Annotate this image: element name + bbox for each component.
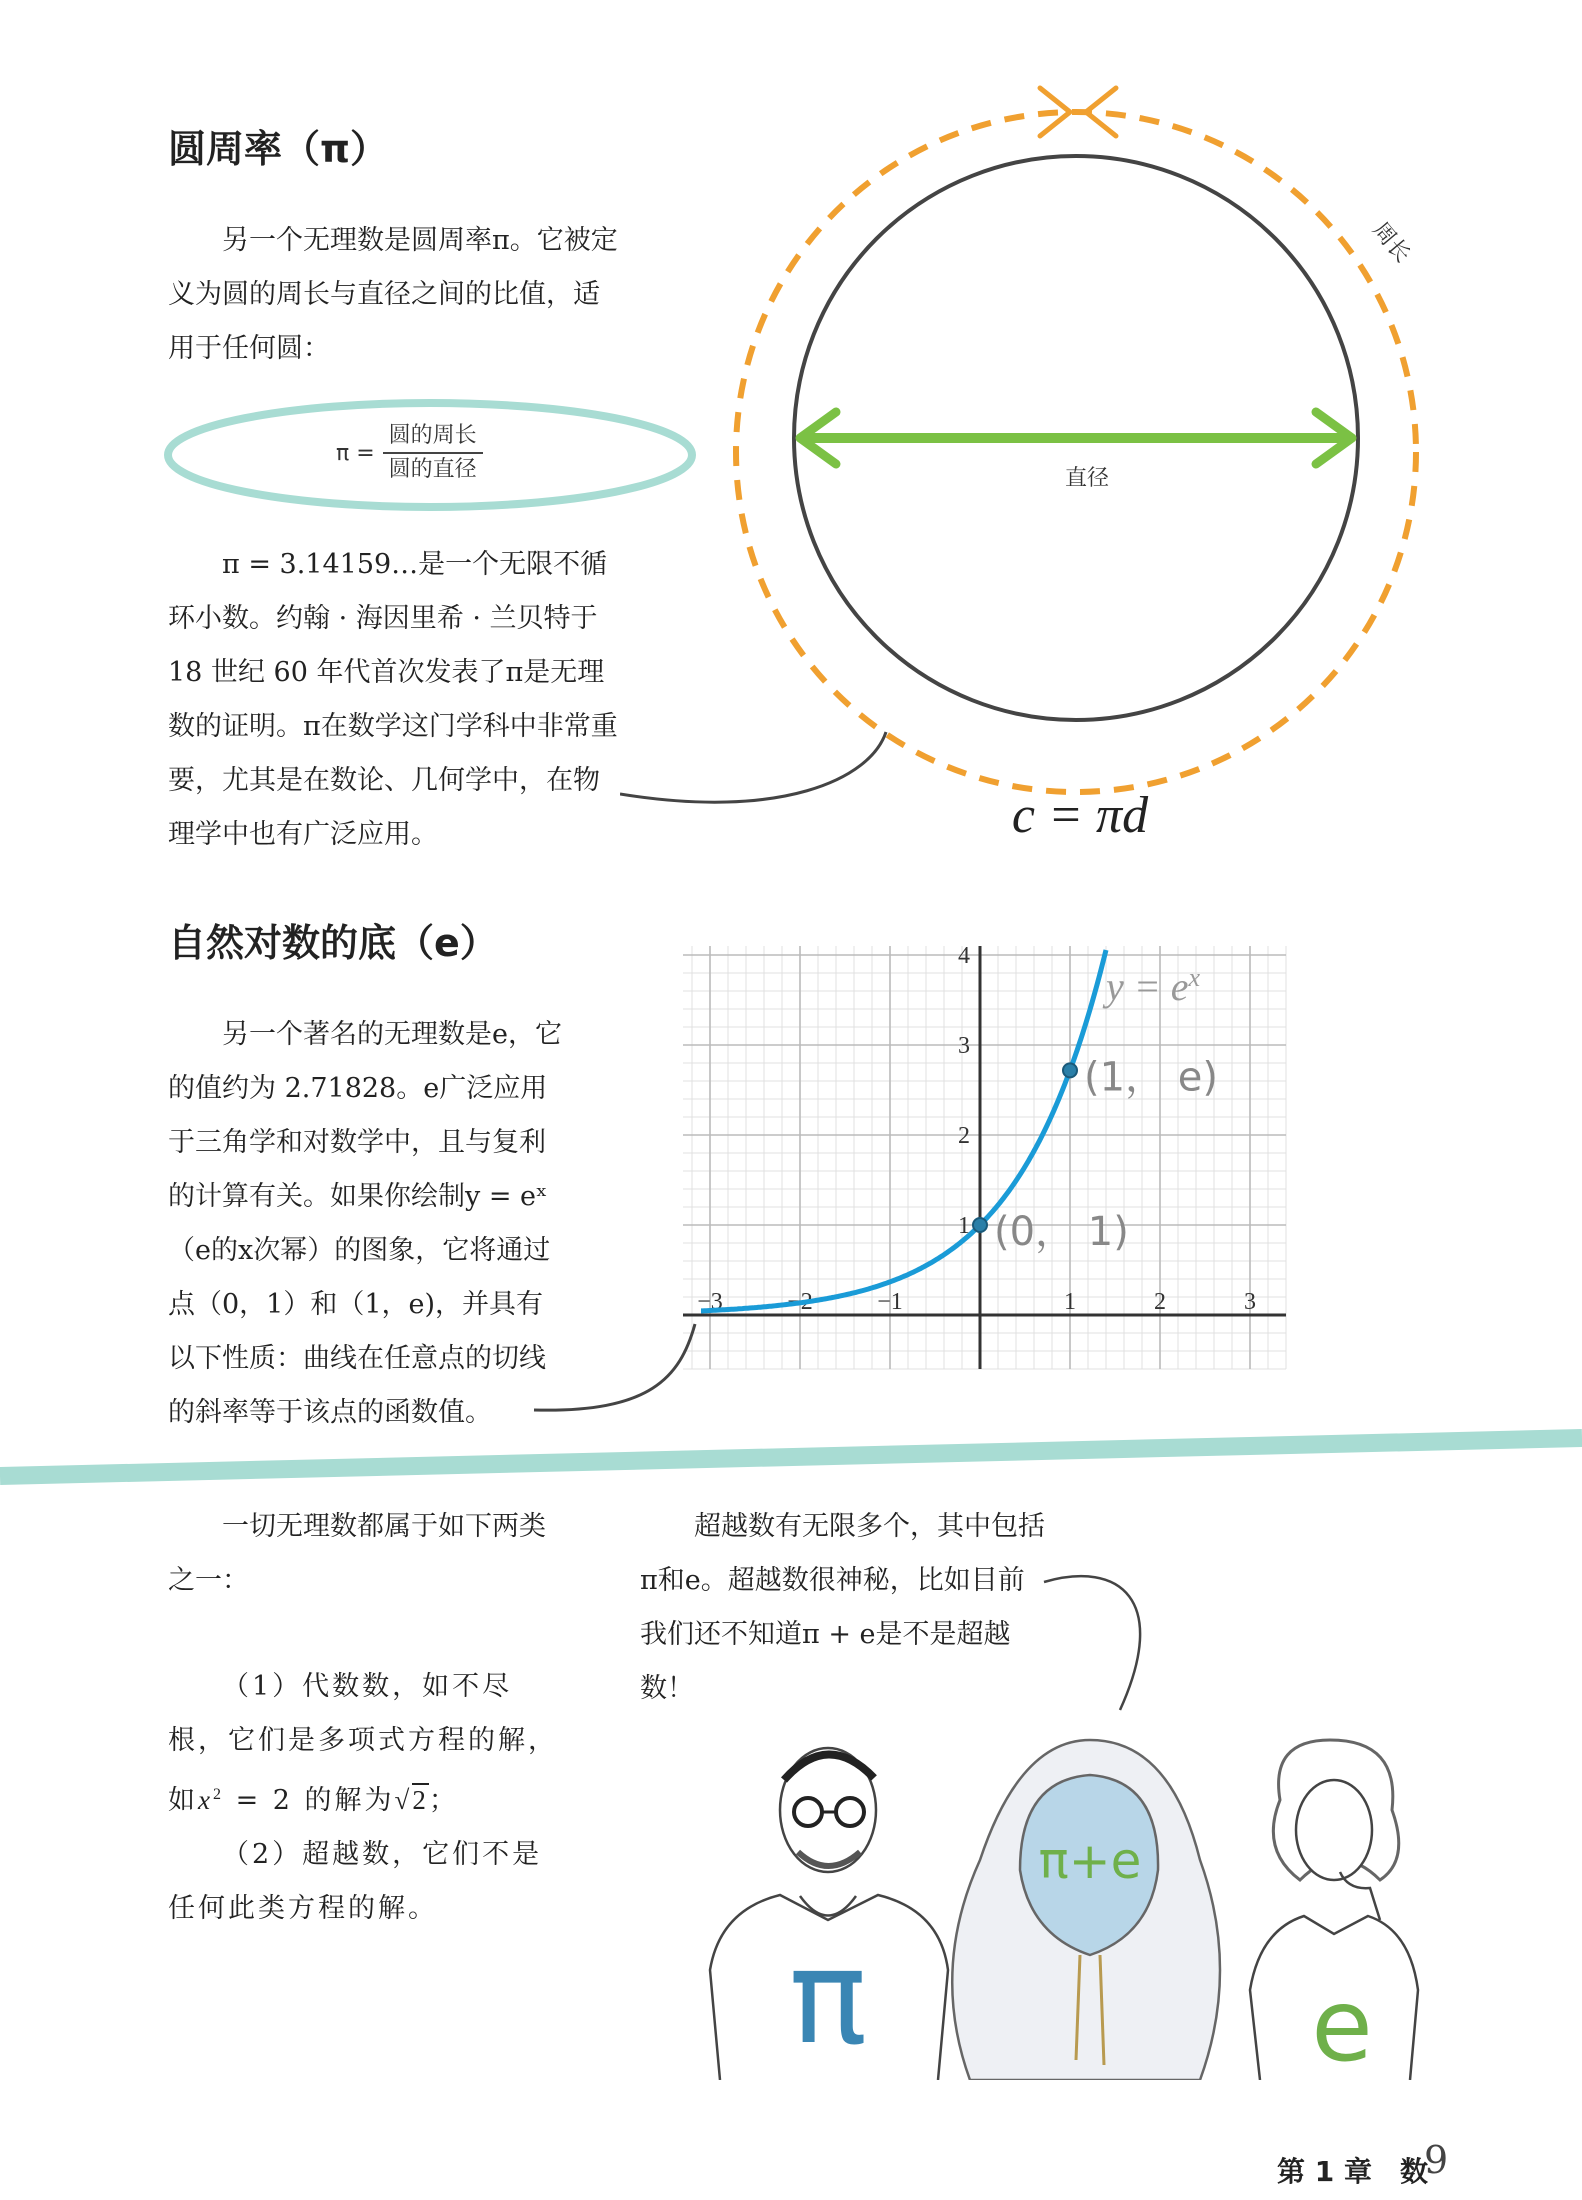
classification-item-transcendental: （2）超越数，它们不是任何此类方程的解。: [168, 1839, 543, 1924]
y-tick-label: 2: [958, 1123, 970, 1149]
formula-numerator: 圆的周长: [383, 420, 483, 454]
x-tick-label: −1: [877, 1289, 903, 1315]
section-divider: [0, 1420, 1582, 1500]
circumference-label: 周长: [1367, 217, 1415, 268]
exp-chart: [680, 935, 1300, 1375]
circumference-equation: c = πd: [1011, 787, 1149, 844]
chart-x-ticks: [697, 1289, 1256, 1315]
classification-intro: 一切无理数都属于如下两类之一：: [168, 1511, 546, 1596]
formula-fraction: [383, 420, 483, 486]
hood-symbol: π+e: [1038, 1832, 1142, 1890]
exp-curve-series: [701, 950, 1106, 1311]
pi-history-paragraph: π = 3.14159…是一个无限不循环小数。约翰 · 海因里希 · 兰贝特于 18 世纪 60 年代首次发表了π是无理数的证明。π在数学这门学科中非常重要，尤其是在数论、几何学中，在物理学中也有广泛应用。: [168, 549, 618, 850]
classification-list: [168, 1660, 568, 1936]
hooded-character: [952, 1740, 1220, 2080]
diameter-label: 直径: [1064, 466, 1110, 491]
pi-intro-paragraph: 另一个无理数是圆周率π。它被定义为圆的周长与直径之间的比值，适用于任何圆：: [168, 225, 618, 364]
x-tick-label: −3: [697, 1289, 723, 1315]
x-tick-label: 2: [1154, 1289, 1166, 1315]
y-tick-label: 3: [958, 1033, 970, 1059]
circle-diagram: [620, 60, 1440, 860]
data-point: [1063, 1063, 1077, 1077]
classification-item-algebraic: （1）代数数，如不尽根，它们是多项式方程的解，如$x^2 = 2$ 的解为√2；: [168, 1671, 558, 1816]
left-shirt-symbol: π: [788, 1921, 868, 2073]
data-point: [973, 1218, 987, 1232]
pi-section-title: 圆周率（π）: [168, 127, 389, 171]
page-number: 9: [1424, 2138, 1449, 2182]
x-tick-label: 3: [1244, 1289, 1256, 1315]
formula-lhs: π =: [336, 440, 375, 466]
e-connector-curve: [530, 1318, 710, 1428]
y-tick-label: 1: [958, 1213, 970, 1239]
data-point-label: (1， e): [1084, 1054, 1218, 1101]
y-tick-label: 4: [958, 943, 970, 969]
speech-connector-curve: [1040, 1560, 1180, 1720]
formula-denominator: 圆的直径: [388, 457, 477, 482]
data-point-label: (0， 1): [994, 1209, 1129, 1255]
e-section-title: 自然对数的底（e）: [168, 921, 498, 965]
chapter-footer: 第 1 章 数: [1277, 2155, 1428, 2188]
right-shirt-symbol: e: [1311, 1967, 1373, 2080]
circumference-dashed-circle: [736, 112, 1416, 792]
chart-y-ticks: [958, 943, 970, 1239]
x-tick-label: 1: [1064, 1289, 1076, 1315]
characters-illustration: [680, 1720, 1460, 2080]
e-description-paragraph: 另一个著名的无理数是e，它的值约为 2.71828。e广泛应用于三角学和对数学中，且与复利的计算有关。如果你绘制y = eˣ（e的x次幂）的图象，它将通过点（0，1）和（1，e)，并具有以下性质：曲线在任意点的切线的斜率等于该点的函数值。: [168, 1019, 562, 1428]
transcendental-paragraph: 超越数有无限多个，其中包括π和e。超越数很神秘，比如目前我们还不知道π + e是不是超越数！: [640, 1511, 1045, 1704]
x-tick-label: −2: [787, 1289, 813, 1315]
function-label: $y = e^x$: [1106, 962, 1201, 1009]
pi-connector-curve: [620, 732, 886, 802]
pi-formula: [336, 420, 483, 486]
